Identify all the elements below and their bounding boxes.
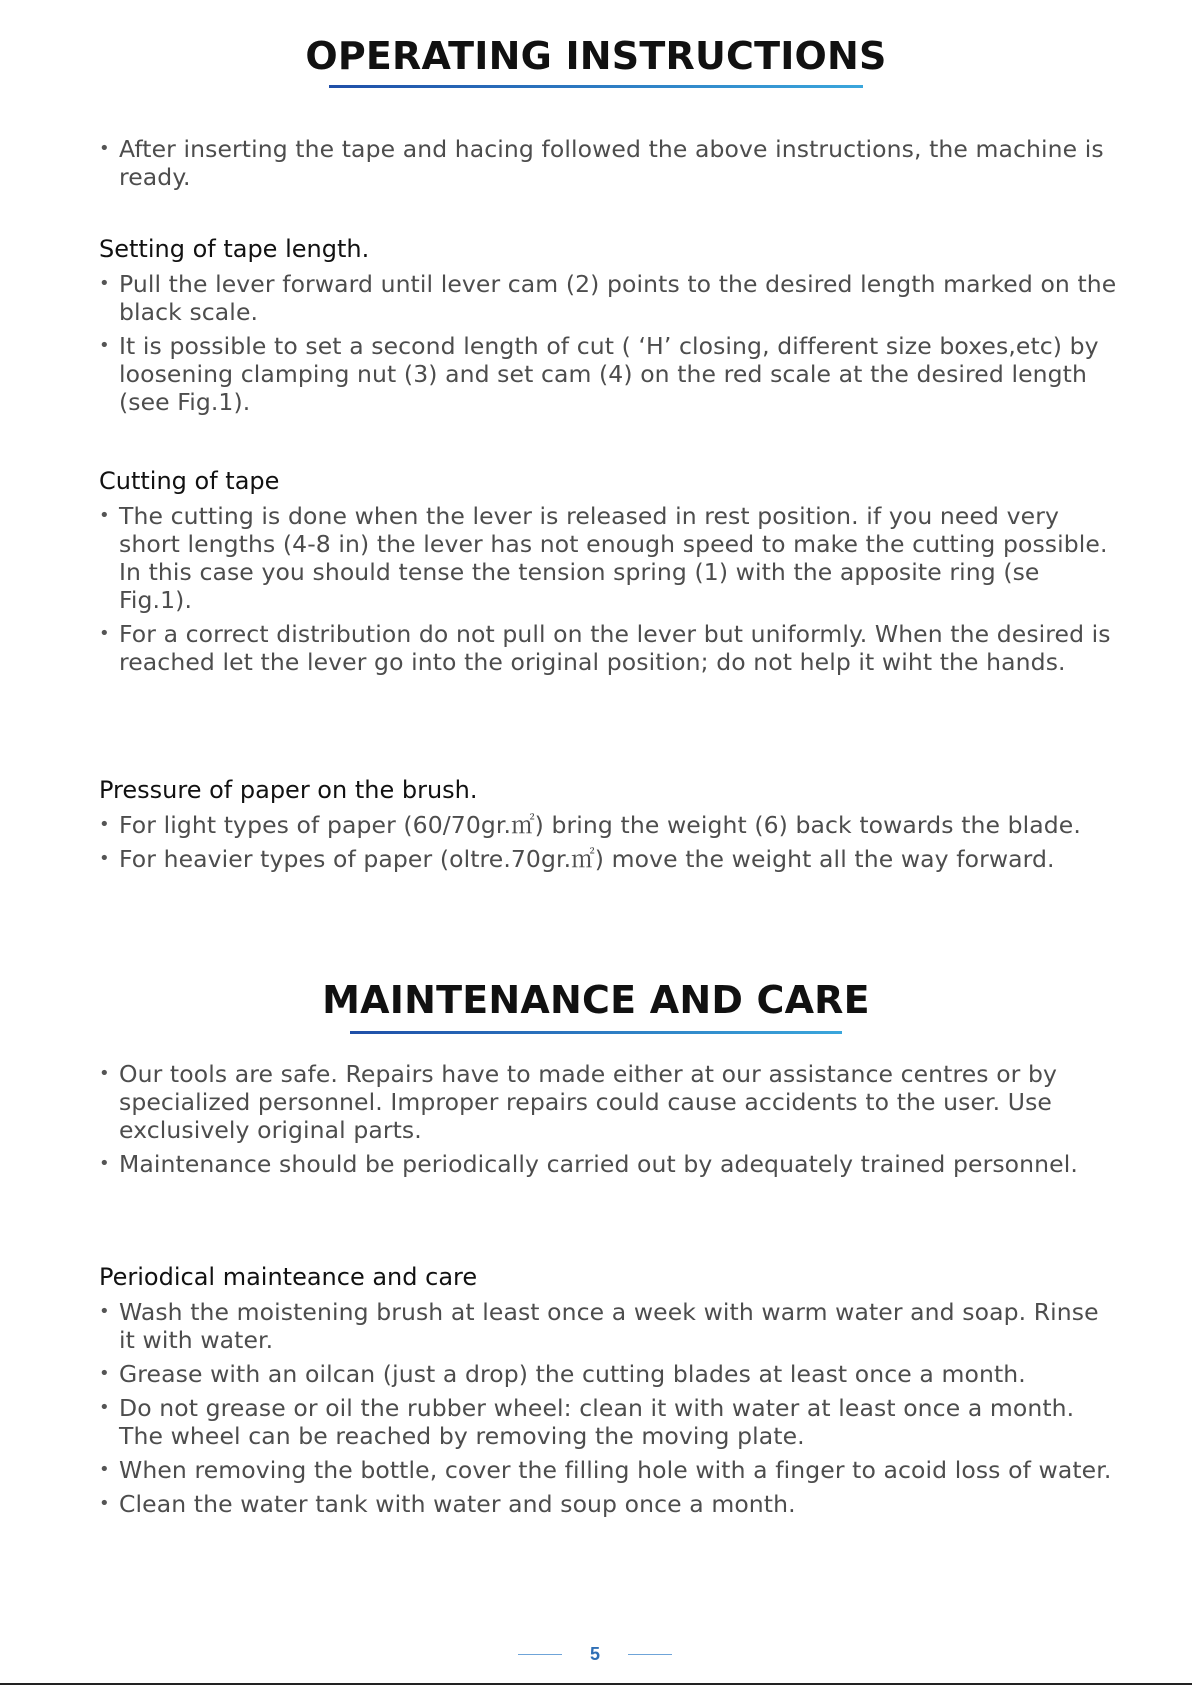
subheading-pressure: Pressure of paper on the brush. — [99, 776, 478, 804]
operating-intro — [99, 135, 1119, 197]
list-item: • Clean the water tank with water and soup once a month. — [99, 1490, 1119, 1518]
subheading-tape-length: Setting of tape length. — [99, 235, 370, 263]
pressure-section — [99, 775, 1119, 879]
title-underline-maintenance — [350, 1031, 842, 1034]
periodical-section — [99, 1262, 1119, 1524]
page-number: 5 — [589, 1644, 600, 1664]
list-item: • Wash the moistening brush at least once a week with warm water and soap. Rinse it with water. — [99, 1298, 1119, 1354]
footer-line-left — [518, 1654, 562, 1655]
cutting-section — [99, 466, 1119, 682]
list-item: • For light types of paper (60/70gr.㎡) bring the weight (6) back towards the blade. — [99, 811, 1119, 839]
list-item: • Maintenance should be periodically carried out by adequately trained personnel. — [99, 1150, 1119, 1178]
list-item: • After inserting the tape and hacing followed the above instructions, the machine is ready. — [99, 135, 1119, 191]
subheading-periodical: Periodical mainteance and care — [99, 1263, 478, 1291]
list-item: • For heavier types of paper (oltre.70gr.㎡) move the weight all the way forward. — [99, 845, 1119, 873]
list-item: • The cutting is done when the lever is released in rest position. if you need very short lengths (4-8 in) the lever has not enough speed to make the cutting possible. In this case you should tense the tension spring (1) with the apposite ring (se Fig.1). — [99, 502, 1119, 614]
list-item: • Do not grease or oil the rubber wheel: clean it with water at least once a month. The wheel can be reached by removing the moving plate. — [99, 1394, 1119, 1450]
subheading-cutting: Cutting of tape — [99, 467, 280, 495]
list-item: • Grease with an oilcan (just a drop) the cutting blades at least once a month. — [99, 1360, 1119, 1388]
tape-length-section — [99, 234, 1119, 422]
maintenance-intro — [99, 1060, 1119, 1184]
footer-line-right — [628, 1654, 672, 1655]
list-item: • When removing the bottle, cover the filling hole with a finger to acoid loss of water. — [99, 1456, 1119, 1484]
page-footer — [0, 1644, 1192, 1664]
section-title-maintenance: MAINTENANCE AND CARE — [322, 978, 870, 1022]
list-item: • It is possible to set a second length of cut ( ‘H’ closing, different size boxes,etc) by loosening clamping nut (3) and set cam (4) on the red scale at the desired length (see Fig.1). — [99, 332, 1119, 416]
list-item: • For a correct distribution do not pull on the lever but uniformly. When the desired is reached let the lever go into the original position; do not help it wiht the hands. — [99, 620, 1119, 676]
list-item: • Pull the lever forward until lever cam (2) points to the desired length marked on the black scale. — [99, 270, 1119, 326]
list-item: • Our tools are safe. Repairs have to made either at our assistance centres or by specialized personnel. Improper repairs could cause accidents to the user. Use exclusively original parts. — [99, 1060, 1119, 1144]
section-title-operating: OPERATING INSTRUCTIONS — [305, 34, 887, 78]
title-underline-operating — [329, 85, 863, 88]
